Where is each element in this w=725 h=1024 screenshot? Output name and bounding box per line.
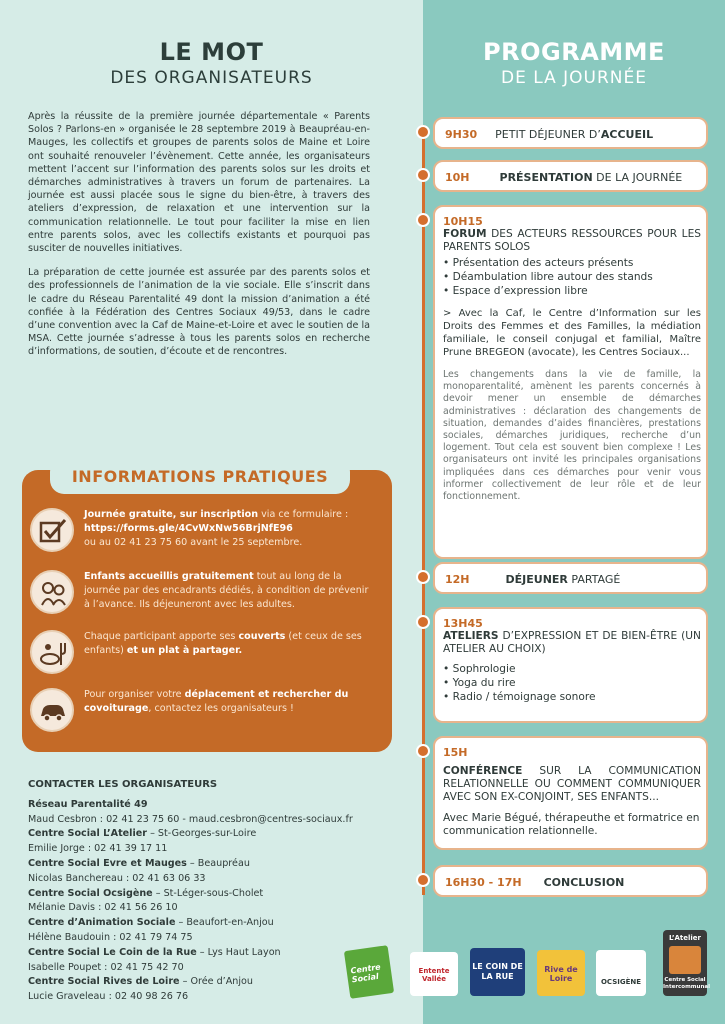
info-text-transport [84, 688, 374, 716]
program-bold: ACCUEIL [600, 128, 654, 141]
list-item: • Espace d’expression libre [443, 285, 588, 297]
timeline-dot [416, 744, 430, 758]
forum-list [443, 256, 701, 298]
program-title: PROGRAMME [483, 38, 665, 66]
forum-note: Les changements dans la vie de famille, la monoparentalité, amènent les parents concernés à devoir mener un ensemble de démarches administratives : déclaration des changements de situation, demandes d’aides financières, prestations sociales, démarches juridiques, recherche d’un logement. Tout cela est souvent bien complexe ! Les organisateurs ont invité les principales organisations impliquées dans ces démarches pour venir vous informer collectivement de leur rôle et de leur fonctionnement. [443, 369, 701, 503]
coin-de-la-rue-logo [470, 948, 525, 996]
forum-partners: > Avec la Caf, le Centre d’Information sur les Droits des Femmes et des Familles, la médiation familiale, le conseil conjugal et familial, Maître Prune BREGEON (avocate), les Centres Sociaux... [443, 308, 701, 358]
program-text: PETIT DÉJEUNER D’ [495, 128, 601, 141]
list-item: • Présentation des acteurs présents [443, 257, 634, 269]
cutlery-icon [30, 630, 74, 674]
logo-text: Rive de Loire [544, 965, 578, 983]
info-span: ou au 02 41 23 75 60 avant le 25 septembre. [84, 537, 303, 548]
program-bold: FORUM [443, 228, 487, 240]
program-item-forum [433, 205, 708, 559]
atelier-logo [663, 930, 710, 996]
list-item: • Déambulation libre autour des stands [443, 271, 653, 283]
intro-paragraph-1: Après la réussite de la première journée départementale « Parents Solos ? Parlons-en » organisée le 28 septembre 2019 à Beaupréau-en-Mauges, les collectifs et groupes de parents solos de Maine et Loire ont souhaité renouveler l’évènement. Cette année, les organisateurs mettent l’accent sur l’information des parents solos sur les droits et démarches administratives à travers un forum de partenaires. La journée est aussi placée sous le signe du bien-être, à travers des ateliers d’expression, de relaxation et une intervention sur la communication relationnelle. Le tout pour faciliter la mise en lien entre parents solos, avec les collectifs existants et pourquoi pas susciter de nouvelles initiatives. [28, 111, 370, 255]
contact-org: Centre Social Evre et Mauges [28, 857, 187, 869]
info-span: Pour organiser votre [84, 689, 185, 700]
logo-text: Centre Social Intercommunal [663, 977, 710, 990]
program-item-presentation [433, 160, 708, 192]
info-text-meal [84, 630, 374, 658]
contacts-title: CONTACTER LES ORGANISATEURS [28, 779, 218, 790]
info-span: via ce formulaire : [258, 509, 349, 520]
contact-entry [28, 887, 408, 902]
program-bold: CONFÉRENCE [443, 765, 523, 777]
program-item-ateliers [433, 607, 708, 723]
program-title-line [443, 765, 701, 804]
program-text: D’EXPRESSION ET DE BIEN-ÊTRE (UN ATELIER AU CHOIX) [443, 630, 701, 655]
info-span: , contactez les organisateurs ! [148, 703, 294, 714]
contact-org: Centre Social Rives de Loire [28, 976, 180, 988]
info-span: (et ceux de ses enfants) [84, 631, 362, 656]
car-icon [30, 688, 74, 732]
children-icon [30, 570, 74, 614]
program-time: 15H [443, 746, 468, 759]
organizers-subtitle: DES ORGANISATEURS [110, 68, 313, 88]
program-bold: ATELIERS [443, 630, 499, 642]
contact-entry [28, 857, 408, 872]
program-bold: DÉJEUNER [505, 573, 568, 586]
timeline-dot [416, 615, 430, 629]
conference-speaker: Avec Marie Bégué, thérapeuthe et formatrice en communication relationnelle. [443, 812, 700, 837]
info-bold: Journée gratuite, sur inscription [84, 509, 259, 520]
contact-place: – Lys Haut Layon [196, 946, 281, 958]
contact-person: Nicolas Banchereau : 02 41 63 06 33 [28, 872, 206, 884]
contact-place: – St-Léger-sous-Cholet [152, 887, 264, 899]
info-bold: déplacement et rechercher du covoiturage [84, 689, 349, 714]
program-body [443, 215, 701, 503]
list-item: • Sophrologie [443, 663, 516, 675]
contact-person: Emilie Jorge : 02 41 39 17 11 [28, 843, 168, 855]
ateliers-list [443, 662, 701, 704]
contact-entry [28, 798, 408, 813]
contact-place: – Orée d’Anjou [179, 976, 253, 988]
centre-social-logo [344, 945, 394, 999]
timeline-dot [416, 213, 430, 227]
info-bold: couverts [238, 631, 286, 642]
program-time: 12H [445, 573, 470, 586]
program-bold: PRÉSENTATION [499, 171, 593, 184]
contact-entry [28, 827, 408, 842]
contact-org: Centre d’Animation Sociale [28, 917, 176, 929]
program-time: 10H [445, 171, 470, 184]
program-text: DE LA JOURNÉE [592, 171, 683, 184]
contact-person: Isabelle Poupet : 02 41 75 42 70 [28, 961, 184, 973]
program-text: SUR LA COMMUNICATION RELATIONNELLE OU COMMENT COMMUNIQUER AVEC SON EX-CONJOINT, SES ENFANTS... [443, 765, 701, 803]
contact-org: Réseau Parentalité 49 [28, 798, 148, 810]
program-text: DES ACTEURS RESSOURCES POUR LES PARENTS SOLOS [443, 228, 701, 253]
logo-text: Entente Vallée [418, 967, 450, 983]
program-row [445, 171, 682, 184]
program-item-conclusion [433, 865, 708, 897]
logo-text: Centre Social [350, 962, 382, 985]
program-item-dejeuner [433, 562, 708, 594]
program-row [445, 573, 620, 586]
info-span: tout au long de la journée par des encadrants dédiés, à condition de prévenir à l’avance. Ils déjeuneront avec les adultes. [84, 571, 369, 610]
program-body [443, 746, 701, 838]
rive-de-loire-logo [537, 950, 585, 996]
program-time: 16H30 - 17H [445, 876, 522, 889]
program-text: PARTAGÉ [567, 573, 621, 586]
program-time: 10H15 [443, 215, 483, 228]
contact-org: Centre Social L’Atelier [28, 828, 148, 840]
contact-place: – St-Georges-sur-Loire [147, 828, 257, 840]
info-span: Chaque participant apporte ses [84, 631, 239, 642]
program-title-line [443, 630, 701, 656]
entente-logo [410, 952, 458, 996]
contact-person: Hélène Baudouin : 02 41 79 74 75 [28, 931, 193, 943]
info-bold: Enfants accueillis gratuitement [84, 571, 254, 582]
info-text-registration [84, 508, 374, 550]
contact-org: Centre Social Ocsigène [28, 887, 153, 899]
intro-text [28, 110, 370, 370]
program-title-line [443, 228, 701, 254]
atelier-mark [669, 946, 701, 974]
list-item: • Radio / témoignage sonore [443, 691, 596, 703]
logo-text: OCSIGÈNE [600, 978, 642, 986]
program-item-accueil [433, 117, 708, 149]
form-link[interactable]: https://forms.gle/4CvWxNw56BrjNfE96 [84, 523, 293, 534]
timeline-dot [416, 873, 430, 887]
ocsigene-logo [596, 950, 646, 996]
list-item: • Yoga du rire [443, 677, 516, 689]
info-title: INFORMATIONS PRATIQUES [50, 458, 350, 494]
info-bold: et un plat à partager. [126, 645, 243, 656]
contact-entry [28, 916, 408, 931]
program-subtitle: DE LA JOURNÉE [501, 68, 647, 88]
contact-person: Maud Cesbron : 02 41 23 75 60 - maud.cesbron@centres-sociaux.fr [28, 813, 353, 825]
timeline-dot [416, 125, 430, 139]
program-time: 13H45 [443, 617, 483, 630]
timeline-dot [416, 168, 430, 182]
program-item-conference [433, 736, 708, 850]
logo-text: L’Atelier [668, 934, 702, 942]
contact-place: – Beaufort-en-Anjou [175, 917, 274, 929]
checkbox-icon [30, 508, 74, 552]
timeline-dot [416, 570, 430, 584]
program-body [443, 617, 701, 704]
logo-text: LE COIN DE LA RUE [472, 962, 523, 981]
contact-place: – Beaupréau [186, 857, 250, 869]
program-bold: CONCLUSION [543, 876, 625, 889]
intro-paragraph-2: La préparation de cette journée est assurée par des parents solos et des professionnels de l’animation de la vie sociale. Elle s’inscrit dans le cadre du Réseau Parentalité 49 dont la mission d’animation a été confiée à la Fédération des Centres Sociaux 49/53, dans le cadre d’une convention avec la Caf de Maine-et-Loire et avec le soutien de la MSA. Cette journée s’adresse à tous les parents solos en recherche d’informations, de soutien, d’écoute et de rencontres. [28, 267, 370, 358]
contact-org: Centre Social Le Coin de la Rue [28, 946, 197, 958]
program-row [445, 128, 653, 141]
timeline-line [422, 125, 425, 895]
contact-person: Lucie Graveleau : 02 40 98 26 76 [28, 991, 189, 1003]
contact-person: Mélanie Davis : 02 41 56 26 10 [28, 902, 178, 914]
program-time: 9H30 [445, 128, 478, 141]
info-text-children [84, 570, 374, 612]
program-row [445, 876, 624, 889]
organizers-title: LE MOT [159, 38, 264, 66]
